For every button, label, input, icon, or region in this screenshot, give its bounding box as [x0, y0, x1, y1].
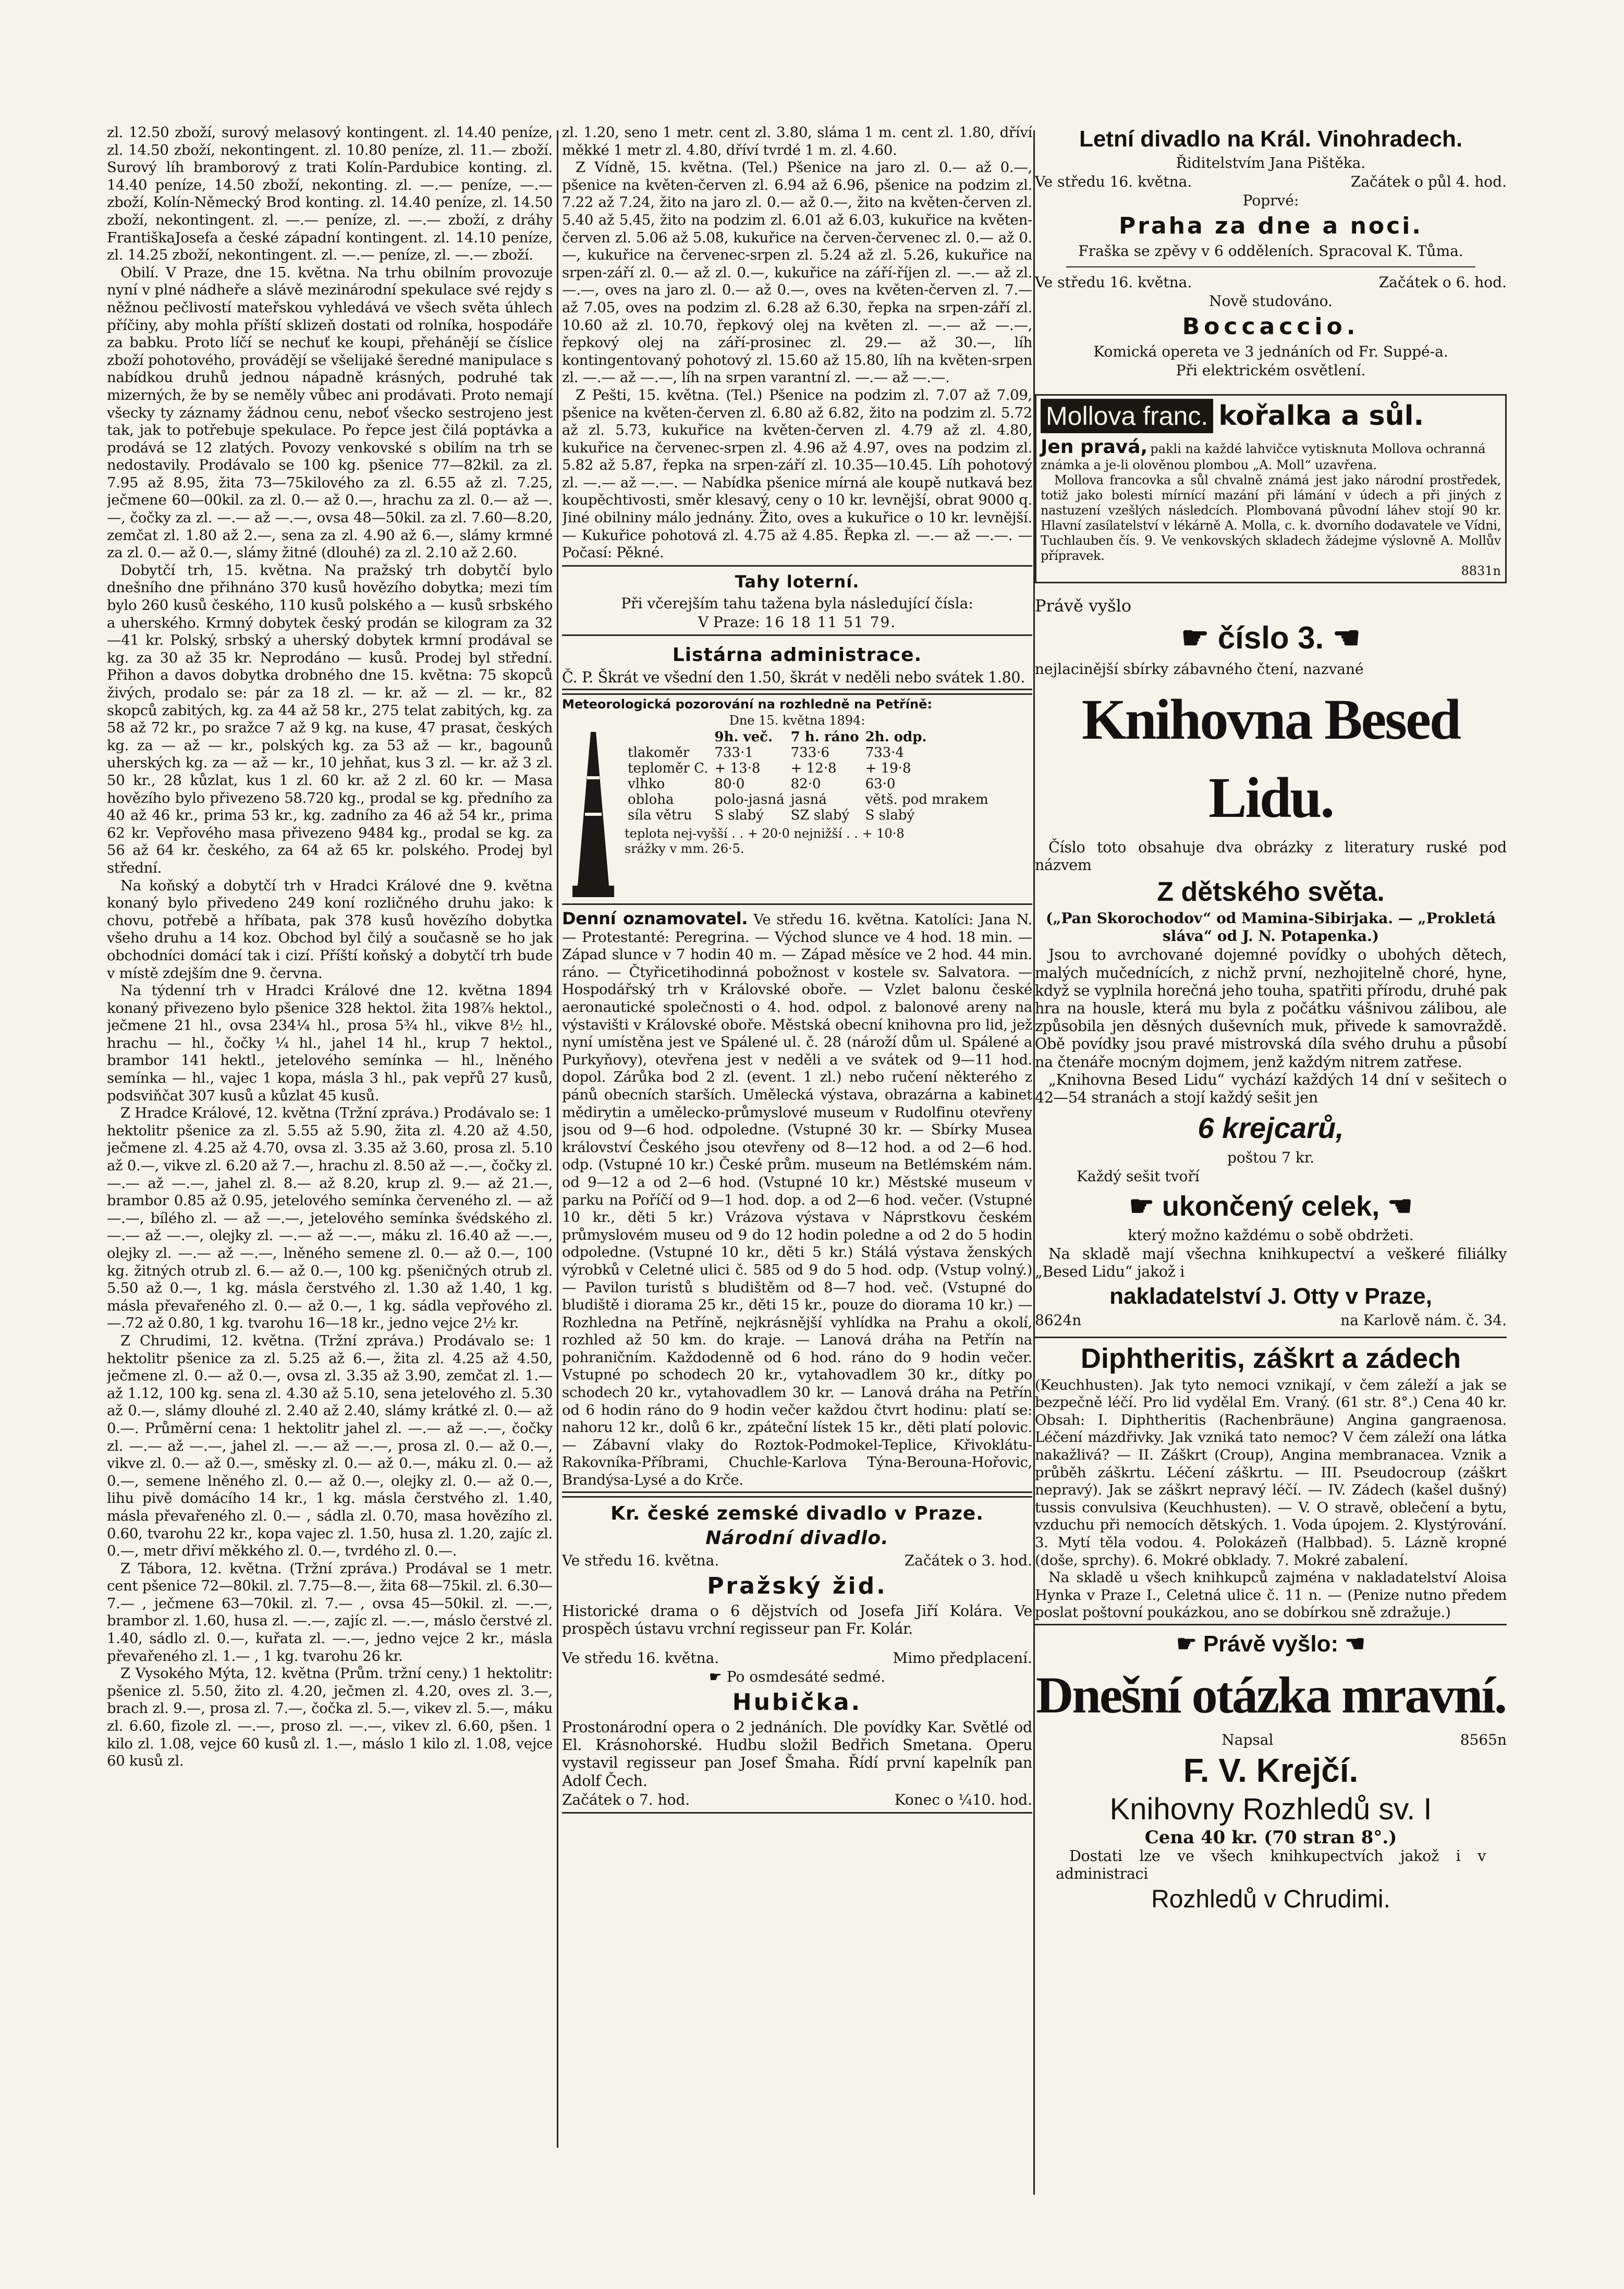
knihovna-number — [1035, 620, 1507, 656]
meteo-row — [625, 807, 992, 823]
theatre-date: Ve středu 16. května. — [562, 1649, 719, 1667]
article-konsky-trh: Na koňský a dobytčí trh v Hradci Králové dne 9. května konaný bylo přivedeno 249 koní rozličného druhu jako: k chovu, potřebě a hříbata, pak 378 kusů hovězího dobytka všeho druhu a 14 koz. Obchod byl čilý a současně se ho jak obchodníci domácí tak i cizí. Příští koňský a dobytčí trh bude v místě zdejším dne 9. června. — [107, 877, 553, 982]
knihovna-stock: Na skladě mají všechna knihkupectví a veškeré filiálky „Besed Lidu“ jakož i — [1035, 1245, 1507, 1281]
seno-prices: zl. 1.20, seno 1 metr. cent zl. 3.80, sláma 1 m. cent zl. 1.80, dříví měkké 1 metr zl. 4.80, dříví tvrdé 1 m. zl. 4.60. — [562, 124, 1032, 158]
letni-divadlo-ad — [1035, 126, 1507, 380]
meteo-value: + 13·8 — [714, 761, 761, 777]
knihovna-title: Knihovna Besed Lidu. — [1081, 688, 1460, 829]
daily-notices-body — [562, 910, 1032, 1489]
knihovna-code: 8624n — [1035, 1311, 1082, 1329]
knihovna-whole — [1035, 1190, 1507, 1222]
letni-date: Ve středu 16. května. — [1035, 173, 1192, 190]
meteo-value: 63·0 — [865, 776, 896, 792]
article-pest: Z Pešti, 15. května. (Tel.) Pšenice na podzim zl. 7.07 až 7.09, pšenice na květen-červen zl. 6.80 až 6.82, žito na podzim zl. 5.72 až zl. 5.73, kukuřice na květen-červen zl. 4.79 až zl. 4.80, kukuřice na červenec-srpen zl. 4.96 až 4.97, oves na podzim zl. 5.82 až 5.87, řepka na srpen-září zl. 10.35—10.45. Líh pohotový zl. —.— až —.—. — Nabídka pšenice mírná ale koupě nutkavá bez koupěchtivosti, směr klesavý, ceny o 10 kr. levnější, obrat 9000 q. Jiné obilniny málo jednány. Žito, oves a kukuřice o 10 kr. levnější. — Kukuřice pohotová zl. 4.75 až 4.85. Řepka zl. —.— až —.—. — Počasí: Pěkné. — [562, 386, 1032, 561]
article-obili: Obilí. V Praze, dne 15. května. Na trhu obilním provozuje nyní v plné nádheře a slávě mezinárodní spekulace své rejdy s něžnou pečlivostí mateřskou vyhledává ve všech světa úhlech příčiny, aby mohla příští sklizeň dostati od rolníka, hospodáře za babku. Proto líčí se nechuť ke koupi, přehánějí se číslice zboží pohotového, provádějí se všelijaké šeredné manipulace s nabídkou druhů jednou nápadně krásných, podruhé tak mizerných, že by se neměly vůbec ani prodávati. Proto nemají všecky ty záznamy žádnou cenu, neboť všecko sestrojeno jest tak, jak to potřebuje spekulace. Po řepce jest čilá poptávka a prodává se 12 zlatých. Povozy venkovské s obilím na trh se nedostavily. Prodávalo se 100 kg. pšenice 77—82kil. za zl. 7.95 až 8.95, žita 73—75kilového za zl. 6.55 až zl. 7.25, ječmene 60—00kil. za zl. 0.— až 0.—, hrachu za zl. 0.— až —.—, čočky za zl. —.— až —.—, ovsa 48—50kil. za zl. 7.60—8.20, zemčat zl. 1.80 až 2.—, sena za zl. 4.90 až 6.—, slámy krmné za zl. 0.— až 0.—, slámy žitné (dlouhé) za zl. 2.10 až 2.60. — [107, 264, 553, 561]
article-viden: Z Vídně, 15. května. (Tel.) Pšenice na jaro zl. 0.— až 0.—, pšenice na květen-červen zl. 6.94 až 6.96, pšenice na podzim zl. 7.22 až 7.24, žito na jaro zl. 0.— až 0.—, žito na květen-červen zl. 5.40 až 5.45, žito na podzim zl. 6.01 až 6.03, kukuřice na květen-červen zl. 5.06 až 5.08, kukuřice na červen-červenec zl. 0.— až 0.—, kukuřice na červenec-srpen zl. 5.24 až zl. 5.26, kukuřice na srpen-září zl. 0.— až zl. 0.—, kukuřice na září-říjen zl. —.— až zl. —.—, oves na jaro zl. 0.— až 0.—, oves na květen-červen zl. 7.— až 7.05, oves na podzim zl. 6.28 až 6.30, řepka na srpen-září zl. 10.60 až zl. 10.70, řepkový olej na květen zl. —.— až —.—, řepkový olej na září-prosinec zl. 29.— až 30.—, líh kontingentovaný pohotový zl. 15.60 až 15.80, líh na květen-srpen zl. —.— až —.—, líh na srpen varantní zl. —.— až —.—. — [562, 159, 1032, 386]
play-description: Historické drama o 6 dějstvích od Josefa Jiří Kolára. Ve prospěch ústavu vrchní regisseur pan Fr. Kolár. — [562, 1602, 1032, 1637]
diph-title: Diphtheritis, záškrt a zádech — [1080, 1342, 1461, 1374]
knihovna-line: nejlacinější sbírky zábavného čtení, nazvané — [1035, 660, 1364, 678]
listarna-text: Č. P. Škrát ve všední den 1.50, škrát v neděli nebo svátek 1.80. — [562, 668, 1025, 686]
theatre-time: Začátek o 3. hod. — [904, 1551, 1032, 1569]
knihovna-text: Jsou to avrchované dojemné povídky o ubohých dětech, malých mučednících, z nichž první, nezhojitelně choré, hyne, když se vyplnila horečná jeho touha, spatřiti přírodu, druhé pak hra na housle, která mu byla z počátku vášnivou zálibou, ale způsobila jen děsných duševních muk, přivede k samovraždě. Obě povídky jsou pravé mistrovská díla svého druhu a působí na čtenáře mocným dojmem, jenž každým nitrem zatřese. — [1035, 946, 1507, 1071]
otazka-code: 8565n — [1460, 1731, 1507, 1748]
otazka-pre-text: Právě vyšlo: — [1203, 1631, 1339, 1657]
lottery-numbers: 16 18 11 51 79. — [764, 613, 897, 631]
meteo-col-head: 2h. odp. — [865, 729, 927, 745]
knihovna-desc: Číslo toto obsahuje dva obrázky z literatury ruské pod názvem — [1035, 839, 1507, 874]
market-report-continued: zl. 12.50 zboží, surový melasový kontingent. zl. 14.40 peníze, zl. 14.50 zboží, nekontingent. zl. 10.80 peníze, zl. 11.— zboží. Surový líh bramborový z trati Kolín-Pardubice konting. zl. 14.40 peníze, 14.50 zboží, nekonting. zl. —.— peníze, —.— zboží, Kolín-Německý Brod konting. zl. 14.40 peníze, zl. 14.50 zboží, nekontingent. zl. —.— peníze, zl. —.— zboží, z dráhy FrantiškaJosefa a české západní kontingent. zl. 14.10 peníze, zl. 14.25 zboží, nekontingent. zl. —.— peníze, zl. —.— zboží. — [107, 124, 553, 264]
moll-pravy-text: pakli na každé lahvičce vytisknuta Mollova ochranná známka a je-li olověnou plombou „A. Moll“ uzavřena. — [1041, 442, 1486, 472]
knihovna-publisher: nakladatelství J. Otty v Praze, — [1109, 1283, 1432, 1309]
play-description: Prostonárodní opera o 2 jednáních. Dle povídky Kar. Světlé od El. Krásnohorské. Hudbu složil Bedřich Smetana. Operu vystavil regisseur pan Josef Šmaha. Řídí první kapelník pan Adolf Čech. — [562, 1719, 1032, 1790]
letni-date: Ve středu 16. května. — [1035, 274, 1192, 291]
petrin-tower-icon — [562, 729, 625, 901]
meteo-label: obloha — [628, 792, 674, 808]
diph-stock: Na skladě u všech knihkupců zajména v nakladatelství Aloisa Hynka v Praze I., Celetná ulice č. 11 n. — (Penize nutno předem poslat poštovní poukázkou, ano se dobírkou sně zdražuje.) — [1035, 1569, 1507, 1621]
knihovna-price: 6 krejcarů, — [1198, 1111, 1344, 1145]
play-end: Konec o ¼10. hod. — [894, 1791, 1032, 1808]
meteo-value: 733·6 — [790, 745, 830, 761]
letni-light: Při elektrickém osvětlení. — [1176, 362, 1366, 379]
pointing-hand-icon: ☛ — [1176, 1631, 1197, 1657]
meteo-value: S slabý — [714, 807, 764, 824]
otazka-napsal-row — [1035, 1731, 1507, 1749]
diphtheritis-ad — [1035, 1337, 1507, 1625]
meteo-label: tlakoměr — [628, 745, 690, 761]
meteo-value: + 19·8 — [865, 761, 911, 777]
article-tydenni-trh: Na týdenní trh v Hradci Králové dne 12. května 1894 konaný přivezeno bylo pšenice 328 hektol. žita 198⅞ hektol., ječmene 21 hl., ovsa 234¼ hl., prosa 5¾ hl., vikve 8½ hl., hrachu — hl., čočky ¼ hl., jahel 14 hl., krup 7 hektol., brambor 141 hektl., jetelového semínka — hl., lněného semínka — hl., vajec 1 kopa, másla 3 hl., pak vepřů 27 kusů, podsviňčat 307 kusů a kůzlat 45 kusů. — [107, 982, 553, 1104]
pointing-hand-icon: ☚ — [1387, 1191, 1413, 1222]
lottery-line: Při včerejším tahu tažena byla následující čísla: — [621, 594, 973, 612]
meteo-extremes: teplota nej-vyšší . . + 20·0 nejnižší . . + 10·8 — [625, 826, 905, 841]
pointing-hand-icon: ☛ — [709, 1668, 722, 1686]
knihovna-buy: který možno každému o sobě obdržeti. — [1128, 1227, 1414, 1244]
letni-play-desc: Fraška se zpěvy v 6 odděleních. Spracoval K. Tůma. — [1078, 242, 1463, 260]
otazka-author: F. V. Krejčí. — [1183, 1751, 1359, 1789]
article-tabor: Z Tábora, 12. května. (Tržní zpráva.) Prodával se 1 metr. cent pšenice 72—80kil. zl. 7.75—8.—, žita 68—75kil. zl. 6.30—7.— , ječmene 63—70kil. zl. 7.— , ovsa 45—50kil. zl. —.—, brambor zl. 1.60, husa zl. —.—, zajíc zl. —.—, máslo čerstvé zl. 1.40, sádlo zl. 0.—, kuřata zl. —.—, jedno vejce 2 kr., másla převařeného zl. 1.— , 1 kg. tvarohu 26 kr. — [107, 1560, 553, 1664]
theatre-subtitle: Národní divadlo. — [705, 1527, 889, 1549]
column-2 — [562, 124, 1032, 2178]
meteo-row — [625, 761, 992, 776]
meteo-col-head: 9h. več. — [714, 729, 773, 745]
letni-time: Začátek o půl 4. hod. — [1350, 173, 1507, 190]
pointing-hand-icon: ☛ — [1129, 1191, 1154, 1222]
letni-play-desc: Komická opereta ve 3 jednáních od Fr. Suppé-a. — [1093, 343, 1448, 360]
play-title: Hubička. — [732, 1689, 862, 1716]
meteo-col-head: 7 h. ráno — [790, 729, 859, 745]
meteo-row — [625, 776, 992, 792]
play-start: Začátek o 7. hod. — [562, 1791, 690, 1808]
meteo-box — [562, 693, 1032, 905]
knihovna-subtitle: Z dětského světa. — [1157, 877, 1385, 908]
otazka-ad — [1035, 1631, 1507, 1914]
meteo-table — [625, 729, 992, 823]
otazka-price: Cena 40 kr. (70 stran 8°.) — [1144, 1827, 1397, 1848]
column-rule — [557, 130, 558, 2148]
letni-new: Nově studováno. — [1209, 292, 1333, 310]
knihovna-each: Každý sešit tvoří — [1077, 1168, 1200, 1185]
knihovna-ad — [1035, 596, 1507, 1329]
knihovna-post: poštou 7 kr. — [1227, 1149, 1315, 1167]
otazka-administrace: Rozhledů v Chrudimi. — [1151, 1886, 1390, 1914]
meteo-value: polo-jasná — [714, 792, 785, 808]
meteo-row — [625, 792, 992, 807]
knihovna-pre: Právě vyšlo — [1035, 596, 1132, 616]
otazka-title: Dnešní otázka mravní. — [1036, 1666, 1506, 1724]
moll-product: kořalka a sůl. — [1218, 400, 1424, 432]
meteo-title: Meteorologická pozorování na rozhledně na Petříně: — [562, 697, 932, 712]
pointing-hand-icon: ☛ — [1181, 620, 1210, 655]
listarna-box — [562, 639, 1032, 690]
pointing-hand-icon: ☚ — [1332, 620, 1361, 655]
article-hradec: Z Hradce Králové, 12. května (Tržní zpráva.) Prodávalo se: 1 hektolitr pšenice za zl. 5.55 až 5.90, žita zl. 4.20 až 4.50, ječmene zl. 4.25 až 4.70, ovsa zl. 3.35 až 3.60, prosa zl. 5.10 až 0.—, vikve zl. 6.20 až 7.—, hrachu zl. 8.50 až —.—, čočky zl. —.— až —.—, jahel zl. 8.— až 8.20, krup zl. 9.— až 21.—, brambor 0.85 až 0.95, jetelového semínka červeného zl. — až —.—, bílého zl. — až —.—, jetelového semínka švédského zl. —.— až —.—, olejky zl. —.— až —.—, máku zl. 16.40 až —.—, olejky zl. —.— až —.—, lněného semene zl. 0.— až 0.—, 100 kg. žitných otrub zl. 6.— až 0.—, 100 kg. pšeničných otrub zl. 5.50 až 0.—, 1 kg. másla čerstvého zl. 1.30 až 1.40, 1 kg. másla převařeného zl. 0.— až 0.—, 1 kg. sádla vepřového zl. —.72 až 0.80, 1 kg. tvarohu 16—18 kr., jedno vejce 2½ kr. — [107, 1105, 553, 1332]
daily-notices — [562, 908, 1032, 1493]
moll-pravy: Jen pravá, — [1041, 436, 1148, 458]
letni-date-row — [1035, 274, 1507, 291]
meteo-value: 80·0 — [714, 776, 745, 792]
otazka-series: Knihovny Rozhledů sv. I — [1109, 1792, 1432, 1826]
column-1 — [107, 124, 553, 2147]
listarna-title: Listárna administrace. — [672, 644, 922, 666]
lottery-box — [562, 565, 1032, 636]
knihovna-number-text: číslo 3. — [1217, 620, 1324, 655]
meteo-value: SZ slabý — [790, 807, 850, 824]
lottery-city: V Praze: — [698, 613, 760, 631]
moll-ad — [1035, 394, 1507, 583]
pointing-hand-icon: ☚ — [1345, 1631, 1365, 1657]
theatre-note: Mimo předplacení. — [893, 1649, 1032, 1667]
otazka-napsal: Napsal — [1222, 1731, 1274, 1748]
knihovna-whole-text: ukončený celek, — [1162, 1191, 1380, 1222]
article-vysoke-myto: Z Vysokého Mýta, 12. května (Prům. tržní ceny.) 1 hektolitr: pšenice zl. 5.50, žito zl. 4.20, ječmen zl. 4.20, oves zl. 3.—, brach zl. 9.—, prosa zl. 7.—, čočka zl. 5.—, vikev zl. 5.—, máku zl. 6.60, fizole zl. —.—, proso zl. —.—, vikev zl. 6.60, pšen. 1 kilo zl. 1.08, vejce 60 kusů zl. 1.—, máslo 1 kilo zl. 1.08, vejce 60 kusů zl. — [107, 1665, 553, 1770]
theatre-title: Kr. české zemské divadlo v Praze. — [610, 1502, 984, 1524]
moll-code: 8831n — [1461, 564, 1501, 578]
theatre-date: Ve středu 16. května. — [562, 1551, 719, 1569]
meteo-value: jasná — [790, 792, 827, 808]
letni-time: Začátek o 6. hod. — [1378, 274, 1507, 291]
moll-text: Mollova francovka a sůl chvalně známá jest jako národní prostředek, totiž jako bolesti mírnící mazání při lámání v údech a při jiných z nastuzení vzešlých následcích. Plombovaná původní láhev stojí 90 kr. Hlavní zasílatelství v lékárně A. Molla, c. k. dvorního dodavatele ve Vídni, Tuchlauben čís. 9. Ve venkovských skladech žádejme výslovně A. Mollův přípravek. — [1041, 473, 1501, 563]
meteo-value: S slabý — [865, 807, 915, 824]
daily-text: Ve středu 16. května. Katolíci: Jana N. — Protestanté: Peregrina. — Východ slunce ve 4 hod. 18 min. — Západ slunce v 7 hodin 40 m. — Západ měsíce ve 2 hod. 44 min. ráno. — Čtyřicetihodinná pobožnost v kostele sv. Salvatora. — Hospodářský trh v Královské oboře. — Vzlet balonu české aeronautické společnosti o 4. hod. odpol. z balonové areny na výstavišti v Královské oboře. Městská obecní knihovna pro lid, jež nyní umístěna jest ve Spálené ul. č. 28 (nároží dům ul. Spálené a Purkyňovy), otevřena jest v neděli a ve svátek od 9—11 hod. dopol. Zárůka bod 2 zl. (event. 1 zl.) nebo ručení některého z pánů obecních starších. Umělecká výstava, obrazárna a kabinet mědirytin a umělecko-průmyslové museum v Rudolfinu otevřeny jsou od 9—6 hod. odpoledne. (Vstupné 30 kr. — Sbírky Musea království Českého jsou otevřeny od 8—12 hod. a od 2—6 hod. odp. (Vstupné 10 kr.) České prům. museum na Betlémském nám. od 9—12 a od 2—6 hod. (Vstupné 10 kr.) Městské museum v parku na Poříčí od 9—1 hod. dop. a od 2—6 hod. večer. (Vstupné 10 kr., děti 5 kr.) Vrázova výstava v Náprstkovu českém průmyslovém museu od 9 do 12 hodin poledne a od 2 do 5 hodin odpoledne. (Vstupné 10 kr., děti 5 kr.) Stálá výstava ženských výrobků v Celetné ulici č. 585 od 9 do 5 hod. odp. (Vstup volný.) — Pavilon turistů s bludištěm od 8—7 hod. več. (Vstupné do bludiště i diorama 25 kr., děti 15 kr., pouze do diorama 10 kr.) — Rozhledna na Petříně, nejkrásnější vyhlídka na Prahu a okolí, rozhled až 50 km. do kraje. — Lanová dráha na Petřín na pohraničním. Každodenně od 6 hod. ráno do 9 hodin večer. Vstupné po schodech 20 kr., vytahovadlem 30 kr., dítky po schodech 20 kr., vytahovadlem 30 kr. — Lanová dráha na Petřín od 6 hodin ráno do 9 hodin večer každou čtvrt hodinu: platí se: nahoru 12 kr., dolů 6 kr., zpáteční lístek 15 kr., děti platí polovic. — Zábavní vlaky do Roztok-Podmokel-Teplice, Křivoklátu-Rakovníka-Příbrami, Chuchle-Karlova Týna-Berouna-Hořovic, Brandýsa-Lysé a do Krče. — [562, 911, 1032, 1489]
meteo-label: teploměr C. — [628, 761, 709, 777]
knihovna-footer — [1035, 1312, 1507, 1329]
letni-play: Praha za dne a noci. — [1118, 213, 1423, 239]
meteo-value: větš. pod mrakem — [865, 792, 988, 808]
lottery-title: Tahy loterní. — [735, 571, 860, 592]
meteo-value: 82·0 — [790, 776, 821, 792]
meteo-row — [625, 745, 992, 761]
meteo-label: vlhko — [628, 776, 665, 792]
knihovna-address: na Karlově nám. č. 34. — [1340, 1311, 1507, 1329]
article-dobytci-trh: Dobytčí trh, 15. května. Na pražský trh dobytčí bylo dnešního dne přihnáno 370 kusů hovězího dobytka; mezi tím bylo 260 kusů českého, 110 kusů polského a — kusů srbského a uherského. Krmný dobytek český prodán se kilogram za 32—41 kr. Polský, srbský a uherský dobytek krmní prodával se kg. za 30 až 35 kr. Neprodáno — kusů. Prodej byl střední. Přihon a davos dobytka drobného dne 15. května: 75 skopců živých, prodalo se: pár za 18 zl. — kr. až — zl. — kr., 82 skopců zabitých, kg. za 44 až 58 kr., 275 telat zabitých, kg. za 58 až 72 kr., po sražce 7 až 9 kg. na kuse, 47 prasat, českých kg. za — až — kr., polských kg. za 53 až — kr., bagounů uherských kg. za — až — kr., 10 jehňat, kus 3 zl. — kr. až 3 zl. 50 kr., 28 kůzlat, kus 1 zl. 60 kr. až 2 zl. 60 kr. — Masa hovězího bylo přivezeno 58.720 kg., prodal se kg. předního za 40 až 46 kr., prima 53 kr., kg. zadního za 46 až 54 kr., prima 62 kr. Vepřového masa přivezeno 9484 kg., prodal se kg. za 56 až 64 kr. českého, za 64 až 65 kr. polského. Prodej byl střední. — [107, 561, 553, 876]
letni-sub: Poprvé: — [1242, 192, 1299, 209]
diph-text: (Keuchhusten). Jak tyto nemoci vznikají, v čem záleží a jak se bezpečně léčí. Pro lid vydělal Em. Vraný. (61 str. 8°.) Cena 40 kr. Obsah: I. Diphtheritis (Rachenbräune) Angina gangraenosa. Léčení mázdřivky. Jak vzniká tato nemoc? V čem záleží ona látka nakažlivá? — II. Záškrt (Croup), Angina membranacea. Vznik a průběh záškrtu. Léčení záškrtu. — III. Pseudocroup (záškrt nepravý). Jak se záškrt nepravý léčí. — IV. Zádech (kašel dušný) tussis convulsiva (Keuchhusten). — V. O stravě, oblečení a bytu, vzduchu při nemocích dětských. 1. Voda úpojem. 2. Klystýrování. 3. Mytí těla vodou. 4. Polokázeň (Halbbad). 5. Lázně kropné (doše, sprchy). 6. Mokré obklady. 7. Mokré zabalení. — [1035, 1376, 1507, 1569]
play-title: Pražský žid. — [707, 1572, 887, 1599]
meteo-value: + 12·8 — [790, 761, 837, 777]
knihovna-note: „Knihovna Besed Lidu“ vychází každých 14 dní v sešitech o 42—54 stranách a stojí každý sešit jen — [1035, 1071, 1507, 1107]
meteo-value: 733·4 — [865, 745, 905, 761]
lottery-numbers-row — [562, 614, 1032, 631]
daily-title: Denní oznamovatel. — [562, 909, 748, 929]
meteo-precipitation: srážky v mm. 26·5. — [625, 841, 744, 856]
otazka-get: Dostati lze ve všech knihkupectvích jakož i v administraci — [1056, 1847, 1486, 1883]
letni-date-row — [1035, 173, 1507, 191]
article-chrudim: Z Chrudimi, 12. května. (Tržní zpráva.) Prodávalo se: 1 hektolitr pšenice za zl. 5.25 až 6.—, žita zl. 4.25 až 4.50, ječmene zl. 0.— až 0.—, ovsa zl. 3.35 až 3.90, zemčat zl. 1.— až 1.12, 100 kg. sena zl. 4.30 až 5.10, sena jetelového zl. 5.30 až 0.—, slámy dlouhé zl. 2.40 až 2.40, slámy krátké zl. 0.— až 0.—. Průměrní cena: 1 hektolitr jahel zl. —.— až —.—, čočky zl. —.— až —.—, jahel zl. —.— až —.—, prosa zl. 0.— až 0.—, vikve zl. 0.— až 0.—, směsky zl. 0.— až 0.—, máku zl. 0.— až 0.—, semene lněného zl. 0.— až 0.—, olejky zl. 0.— až 0.—, lihu pivě domácího 14 kr., 1 kg. másla čerstvého zl. 1.40, másla převařeného zl. 0.— , sádla zl. 0.70, masa hovězího zl. 0.60, tvarohu 22 kr., kopa vajec zl. 1.50, husa zl. 1.20, zajíc zl. 0.—, metr dřiví měkkého zl. 0.—, tvrdého zl. 0.—. — [107, 1332, 553, 1560]
theatre-box — [562, 1496, 1032, 1814]
performance-count-text: Po osmdesáté sedmé. — [726, 1668, 886, 1686]
meteo-label: síla větru — [628, 807, 692, 824]
performance-count — [562, 1668, 1032, 1686]
letni-title: Letní divadlo na Král. Vinohradech. — [1079, 126, 1463, 152]
theatre-date-row — [562, 1649, 1032, 1667]
letni-director: Řiditelstvím Jana Pištěka. — [1176, 154, 1366, 172]
knihovna-authors: („Pan Skorochodov“ od Mamina-Sibirjaka. — „Prokletá sláva“ od J. N. Potapenka.) — [1045, 910, 1496, 945]
theatre-date-row — [562, 1552, 1032, 1570]
otazka-pre — [1035, 1631, 1507, 1657]
play-times — [562, 1791, 1032, 1809]
meteo-value: 733·1 — [714, 745, 753, 761]
column-3 — [1035, 124, 1507, 2188]
meteo-date: Dne 15. května 1894: — [729, 713, 865, 728]
moll-brand: Mollova franc. — [1041, 399, 1213, 433]
letni-play: Boccaccio. — [1182, 313, 1360, 340]
